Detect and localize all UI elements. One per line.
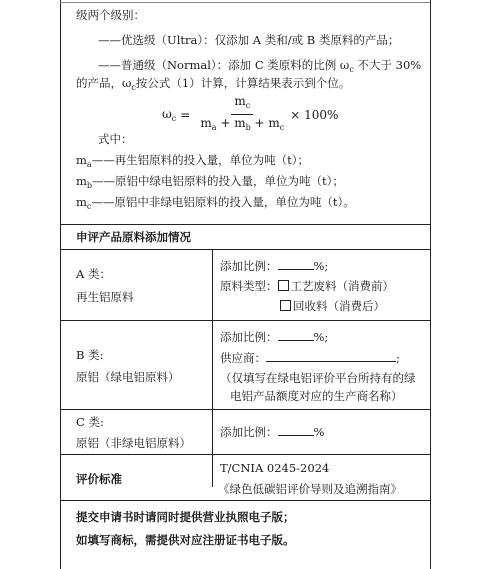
class-a-type-row: 原料类型： 工艺废料（消费前） — [220, 279, 394, 293]
table-border-left — [60, 0, 61, 569]
class-c-desc: 原铝（非绿电铝原料） — [76, 436, 191, 450]
class-b-note-line2: 电铝产品额度对应的生产商名称） — [230, 389, 403, 403]
class-c-ratio-blank[interactable] — [278, 424, 314, 436]
normal-grade-text-cont: 的产品，$\omega_c$按公式（1）计算，计算结果表示到个位。 — [76, 76, 351, 92]
row-divider — [60, 249, 430, 250]
normal-grade-text: ——普通级（Normal）：添加 C 类原料的比例 $\omega_c$ 不大于 30% — [98, 58, 422, 74]
class-a-recycled-checkbox[interactable] — [280, 300, 291, 311]
class-a-label: A 类： — [76, 267, 111, 281]
class-b-supplier-row: 供应商： ; — [220, 351, 400, 365]
top-rule — [60, 2, 430, 3]
class-b-supplier-blank[interactable] — [266, 350, 396, 362]
class-a-desc: 再生铝原料 — [76, 290, 134, 304]
class-a-ratio-row: 添加比例： %; — [220, 259, 329, 273]
class-a-ratio-blank[interactable] — [278, 258, 314, 270]
class-b-desc: 原铝（绿电铝原料） — [76, 370, 180, 384]
class-c-ratio-row: 添加比例： % — [220, 425, 325, 439]
table-border-right — [430, 0, 431, 569]
row-divider — [60, 320, 430, 321]
formula: $\omega_c$ = $\frac{m_c}{m_a + m_b + m_c}$ × 100% — [162, 94, 339, 132]
class-a-process-scrap-checkbox[interactable] — [278, 280, 289, 291]
ultra-grade-text: ——优选级（Ultra）：仅添加 A 类和/或 B 类原料的产品； — [98, 33, 400, 47]
row-divider — [60, 409, 430, 410]
standard-code: T/CNIA 0245-2024 — [220, 461, 330, 475]
row-divider — [60, 454, 430, 455]
class-b-note-line1: （仅填写在绿电铝评价平台所持有的绿 — [220, 371, 416, 385]
footer-note-2: 如填写商标，需提供对应注册证书电子版。 — [76, 533, 295, 547]
definition-mc: $m_c——$原铝中非绿电铝原料的投入量，单位为吨（t）。 — [76, 195, 355, 211]
standard-label: 评价标准 — [76, 472, 122, 486]
section-title: 申评产品原料添加情况 — [76, 230, 191, 244]
definition-ma: $m_a——$再生铝原料的投入量，单位为吨（t）； — [76, 153, 310, 169]
footer-note-1: 提交申请书时请同时提供营业执照电子版； — [76, 510, 295, 524]
row-divider — [60, 500, 430, 501]
class-b-ratio-blank[interactable] — [278, 329, 314, 341]
intro-text: 级两个级别： — [76, 8, 145, 22]
where-label: 式中： — [98, 132, 133, 146]
standard-name: 《绿色低碳铝评价导则及追溯指南》 — [218, 482, 402, 496]
definition-mb: $m_b——$原铝中绿电铝原料的投入量，单位为吨（t）； — [76, 174, 344, 190]
class-b-ratio-row: 添加比例： %; — [220, 330, 329, 344]
class-c-label: C 类: — [76, 415, 104, 429]
application-form — [60, 0, 430, 569]
row-divider — [60, 224, 430, 225]
class-a-recycled-row: 回收料（消费后） — [280, 299, 385, 313]
class-b-label: B 类: — [76, 348, 104, 362]
column-divider — [212, 249, 213, 487]
